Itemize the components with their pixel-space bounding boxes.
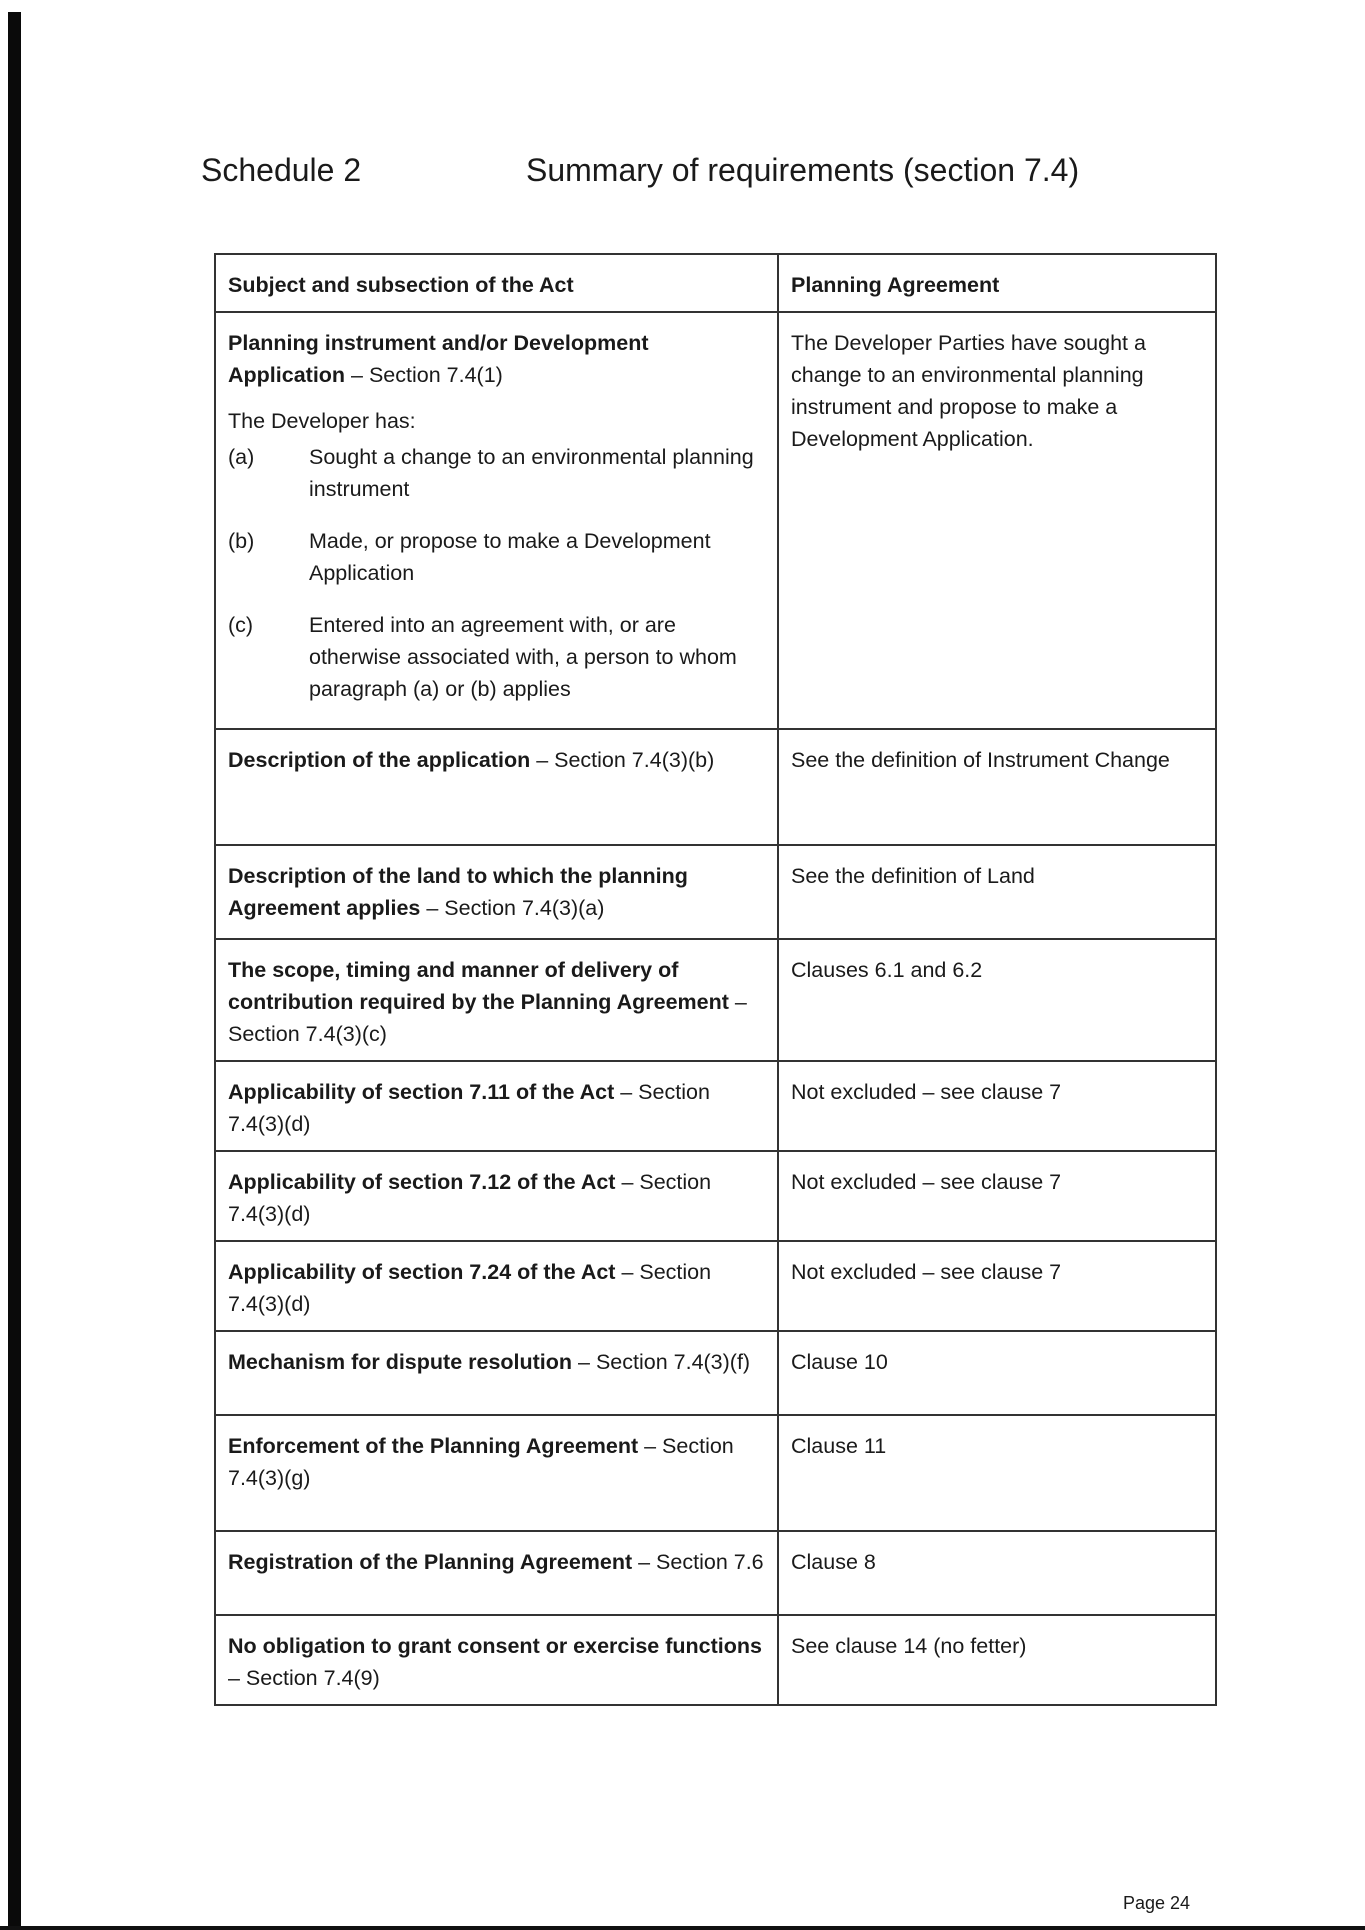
- list-item-text: Made, or propose to make a Development Application: [309, 529, 711, 585]
- table-row: [215, 729, 1216, 845]
- agreement-cell: Clause 11: [778, 1415, 1216, 1531]
- subject-cell: [215, 939, 778, 1061]
- schedule-label: Schedule 2: [201, 152, 362, 188]
- list-item-text: Entered into an agreement with, or are otherwise associated with, a person to whom paragraph (a) or (b) applies: [309, 613, 737, 701]
- subject-ref: – Section 7.4(3)(b): [530, 748, 715, 772]
- column-header-subject: Subject and subsection of the Act: [215, 254, 778, 312]
- agreement-cell: See the definition of Instrument Change: [778, 729, 1216, 845]
- subject-ref: – Section 7.4(3)(d): [228, 1260, 712, 1316]
- list-item: [228, 609, 765, 705]
- subject-bold: Applicability of section 7.12 of the Act: [228, 1170, 616, 1194]
- subject-ref: – Section 7.6: [632, 1550, 764, 1574]
- subject-ref: – Section 7.4(3)(a): [420, 896, 605, 920]
- list-item: [228, 525, 765, 589]
- subject-bold: Enforcement of the Planning Agreement: [228, 1434, 639, 1458]
- table-row: [215, 312, 1216, 729]
- subject-bold: Planning instrument and/or Development Application: [228, 331, 649, 387]
- subject-bold: No obligation to grant consent or exercise functions: [228, 1634, 762, 1658]
- table-row: [215, 1415, 1216, 1531]
- table-row: [215, 1615, 1216, 1705]
- subject-intro: The Developer has:: [228, 409, 416, 433]
- agreement-cell: The Developer Parties have sought a change to an environmental planning instrument and propose to make a Development Application.: [778, 312, 1216, 729]
- table-row: [215, 939, 1216, 1061]
- table-row: [215, 1151, 1216, 1241]
- subject-ref: – Section 7.4(9): [228, 1666, 380, 1690]
- agreement-cell: See the definition of Land: [778, 845, 1216, 939]
- schedule-title: Summary of requirements (section 7.4): [526, 152, 1080, 188]
- subject-bold: Mechanism for dispute resolution: [228, 1350, 573, 1374]
- column-header-agreement: Planning Agreement: [778, 254, 1216, 312]
- subject-bold: The scope, timing and manner of delivery of contribution required by the Planning Agreement: [228, 958, 729, 1014]
- table-row: [215, 845, 1216, 939]
- subject-bold: Applicability of section 7.24 of the Act: [228, 1260, 616, 1284]
- table-row: [215, 1531, 1216, 1615]
- subject-cell: [215, 1151, 778, 1241]
- subject-ref: – Section 7.4(3)(d): [228, 1170, 712, 1226]
- subject-heading: [228, 327, 765, 391]
- list-item-text: Sought a change to an environmental planning instrument: [309, 445, 754, 501]
- agreement-cell: Clause 10: [778, 1331, 1216, 1415]
- scan-edge-left: [8, 12, 21, 1930]
- list-item: [228, 441, 765, 505]
- table-row: [215, 1331, 1216, 1415]
- subject-bold: Description of the application: [228, 748, 531, 772]
- agreement-cell: Clause 8: [778, 1531, 1216, 1615]
- agreement-cell: Clauses 6.1 and 6.2: [778, 939, 1216, 1061]
- agreement-cell: Not excluded – see clause 7: [778, 1241, 1216, 1331]
- subject-cell: [215, 1061, 778, 1151]
- scan-edge-bottom: [0, 1926, 1365, 1930]
- requirements-table: [214, 253, 1217, 1706]
- subject-cell: [215, 729, 778, 845]
- list-item-letter: (b): [228, 529, 255, 553]
- subject-cell: [215, 1531, 778, 1615]
- subject-cell: [215, 1415, 778, 1531]
- subject-ref: – Section 7.4(1): [345, 363, 503, 387]
- page-number: Page 24: [1123, 1893, 1191, 1913]
- table-row: [215, 1241, 1216, 1331]
- subject-ref: – Section 7.4(3)(f): [572, 1350, 751, 1374]
- agreement-cell: See clause 14 (no fetter): [778, 1615, 1216, 1705]
- list-item-letter: (c): [228, 613, 254, 637]
- subject-bold: Description of the land to which the planning Agreement applies: [228, 864, 688, 920]
- subject-ref: – Section 7.4(3)(g): [228, 1434, 734, 1490]
- agreement-cell: Not excluded – see clause 7: [778, 1151, 1216, 1241]
- subject-bold: Applicability of section 7.11 of the Act: [228, 1080, 615, 1104]
- subject-cell: [215, 312, 778, 729]
- list-item-letter: (a): [228, 445, 255, 469]
- subject-ref: – Section 7.4(3)(c): [228, 990, 747, 1046]
- table-header-row: [215, 254, 1216, 312]
- subject-bold: Registration of the Planning Agreement: [228, 1550, 633, 1574]
- agreement-cell: Not excluded – see clause 7: [778, 1061, 1216, 1151]
- subject-cell: [215, 1615, 778, 1705]
- subject-cell: [215, 1241, 778, 1331]
- subject-cell: [215, 845, 778, 939]
- table-row: [215, 1061, 1216, 1151]
- subject-cell: [215, 1331, 778, 1415]
- subject-ref: – Section 7.4(3)(d): [228, 1080, 710, 1136]
